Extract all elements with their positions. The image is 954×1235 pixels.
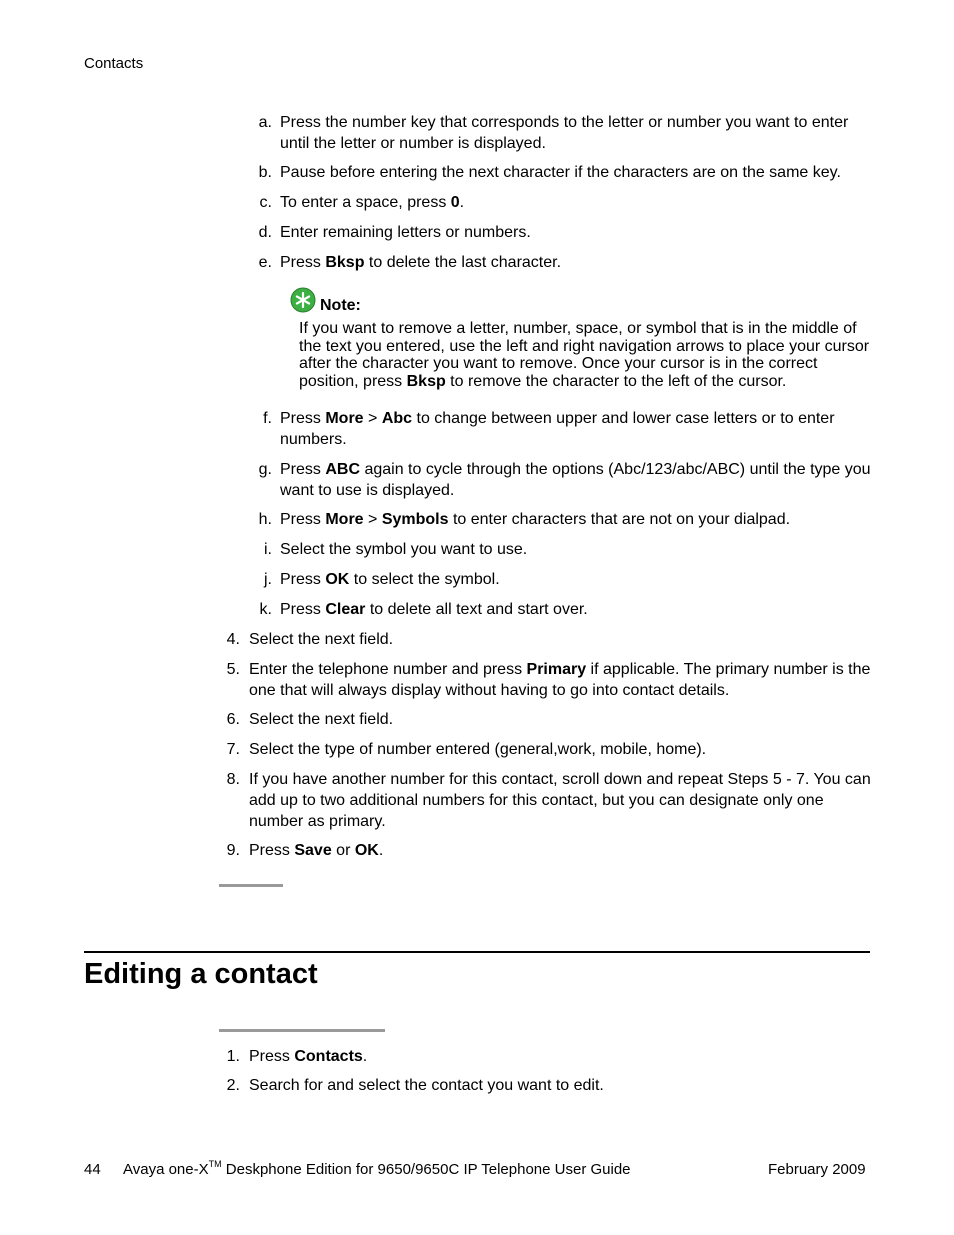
substep-text: To enter a space, press 0.: [280, 194, 465, 211]
substep-marker: e.: [258, 254, 272, 271]
step-marker: 9.: [226, 842, 240, 859]
step-marker: 7.: [226, 741, 240, 758]
substep-marker: f.: [263, 410, 272, 427]
procedure-start-rule: [219, 1029, 385, 1032]
section-heading: Editing a contact: [84, 958, 318, 990]
substep-marker: h.: [258, 511, 272, 528]
note-title: Note:: [320, 297, 361, 314]
step-marker: 8.: [226, 771, 240, 788]
substep-marker: i.: [264, 541, 272, 558]
note-body: If you want to remove a letter, number, space, or symbol that is in the middle of the text you entered, use the left and right navigation arrows to place your cursor after the character you want to remove. Once your cursor is in the correct position, press Bksp to remove the character to the left of the cursor.: [299, 320, 870, 390]
substep-text: Press OK to select the symbol.: [280, 571, 500, 588]
substep-text: Press More > Abc to change between upper and lower case letters or to enter numbers.: [280, 410, 835, 448]
step-text: Select the type of number entered (general,work, mobile, home).: [249, 741, 707, 758]
step-text: Select the next field.: [249, 631, 394, 648]
substep-marker: a.: [258, 114, 272, 131]
note-icon: [290, 287, 316, 313]
step-marker: 6.: [226, 711, 240, 728]
substep-text: Press ABC again to cycle through the options (Abc/123/abc/ABC) until the type you want to use is displayed.: [280, 461, 871, 499]
document-title: Avaya one-X™ Deskphone Edition for 9650/9650C IP Telephone User Guide: [123, 1159, 631, 1178]
publication-date: February 2009: [768, 1161, 866, 1178]
substep-text: Press More > Symbols to enter characters that are not on your dialpad.: [280, 511, 791, 528]
substep-text: Pause before entering the next character if the characters are on the same key.: [280, 164, 841, 181]
step-text: Enter the telephone number and press Primary if applicable. The primary number is the one that will always display without having to go into contact details.: [249, 661, 871, 699]
page-number: 44: [84, 1161, 101, 1178]
step-text: Press Save or OK.: [249, 842, 384, 859]
substep-marker: c.: [259, 194, 272, 211]
step-marker: 5.: [226, 661, 240, 678]
step-text: If you have another number for this contact, scroll down and repeat Steps 5 - 7. You can add up to two additional numbers for this contact, but you can designate only one number as primary.: [249, 771, 871, 830]
substep-text: Press Bksp to delete the last character.: [280, 254, 562, 271]
section-step-text: Press Contacts.: [249, 1048, 368, 1065]
section-step-marker: 2.: [226, 1077, 240, 1094]
section-step-text: Search for and select the contact you want to edit.: [249, 1077, 604, 1094]
substep-text: Select the symbol you want to use.: [280, 541, 528, 558]
end-of-procedure-rule: [219, 884, 283, 887]
substep-marker: g.: [258, 461, 272, 478]
substep-marker: j.: [264, 571, 272, 588]
substep-text: Enter remaining letters or numbers.: [280, 224, 531, 241]
substep-marker: b.: [258, 164, 272, 181]
section-divider: [84, 951, 870, 953]
substep-marker: k.: [259, 601, 272, 618]
section-step-marker: 1.: [226, 1048, 240, 1065]
step-text: Select the next field.: [249, 711, 394, 728]
step-marker: 4.: [226, 631, 240, 648]
substep-marker: d.: [258, 224, 272, 241]
running-header: Contacts: [84, 55, 144, 72]
substep-text: Press the number key that corresponds to the letter or number you want to enter until the letter or number is displayed.: [280, 114, 849, 152]
substep-text: Press Clear to delete all text and start over.: [280, 601, 588, 618]
